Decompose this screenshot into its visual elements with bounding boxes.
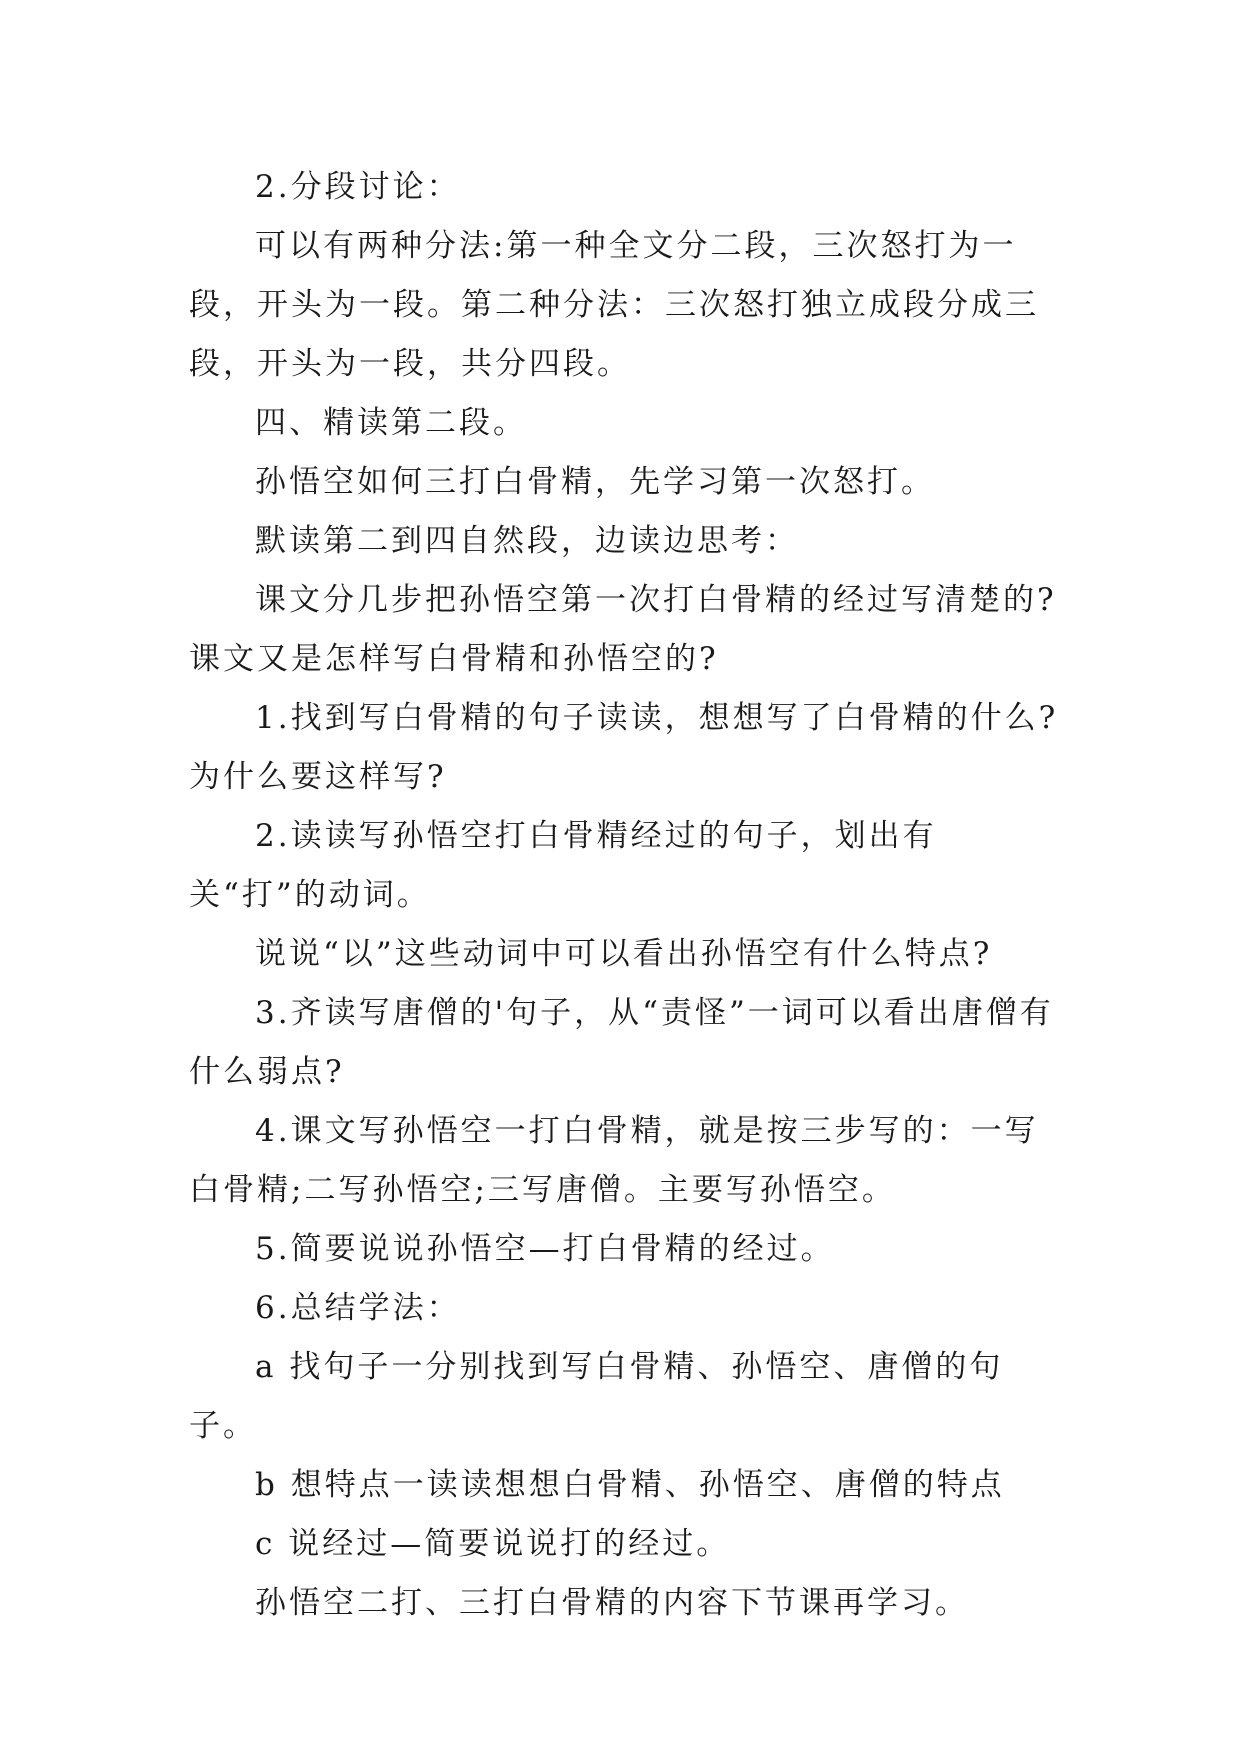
paragraph-step-6: 6.总结学法：	[255, 1290, 461, 1326]
paragraph-next-lesson: 孙悟空二打、三打白骨精的内容下节课再学习。	[255, 1585, 969, 1621]
paragraph-step-5: 5.简要说说孙悟空—打白骨精的经过。	[255, 1231, 835, 1267]
paragraph-question: 课文分几步把孙悟空第一次打白骨精的经过写清楚的?课文又是怎样写白骨精和孙悟空的?	[189, 582, 1057, 677]
paragraph-step-2: 2.读读写孙悟空打白骨精经过的句子，划出有关“打”的动词。	[189, 818, 937, 913]
paragraph-verbs: 说说“以”这些动词中可以看出孙悟空有什么特点?	[255, 936, 993, 972]
paragraph-method-b: b 想特点一读读想想白骨精、孙悟空、唐僧的特点	[255, 1467, 1005, 1503]
paragraph-first-strike: 孙悟空如何三打白骨精，先学习第一次怒打。	[255, 464, 935, 500]
paragraph-silent-reading: 默读第二到四自然段，边读边思考：	[255, 523, 799, 559]
paragraph-close-reading: 四、精读第二段。	[255, 405, 527, 441]
paragraph-method-a: a 找句子一分别找到写白骨精、孙悟空、唐僧的句子。	[189, 1349, 1004, 1444]
paragraph-method-c: c 说经过—简要说说打的经过。	[255, 1526, 731, 1562]
paragraph-step-3: 3.齐读写唐僧的'句子，从“责怪”一词可以看出唐僧有什么弱点?	[189, 995, 1054, 1090]
document-body	[189, 158, 1069, 1633]
paragraph-step-4: 4.课文写孙悟空一打白骨精，就是按三步写的：一写白骨精;二写孙悟空;三写唐僧。主要写孙悟空。	[189, 1113, 1039, 1208]
paragraph-step-1: 1.找到写白骨精的句子读读，想想写了白骨精的什么?为什么要这样写?	[189, 700, 1059, 795]
paragraph-two-methods: 可以有两种分法:第一种全文分二段，三次怒打为一段，开头为一段。第二种分法：三次怒打独立成段分成三段，开头为一段，共分四段。	[189, 228, 1039, 382]
paragraph-section-discussion: 2.分段讨论：	[255, 169, 461, 205]
